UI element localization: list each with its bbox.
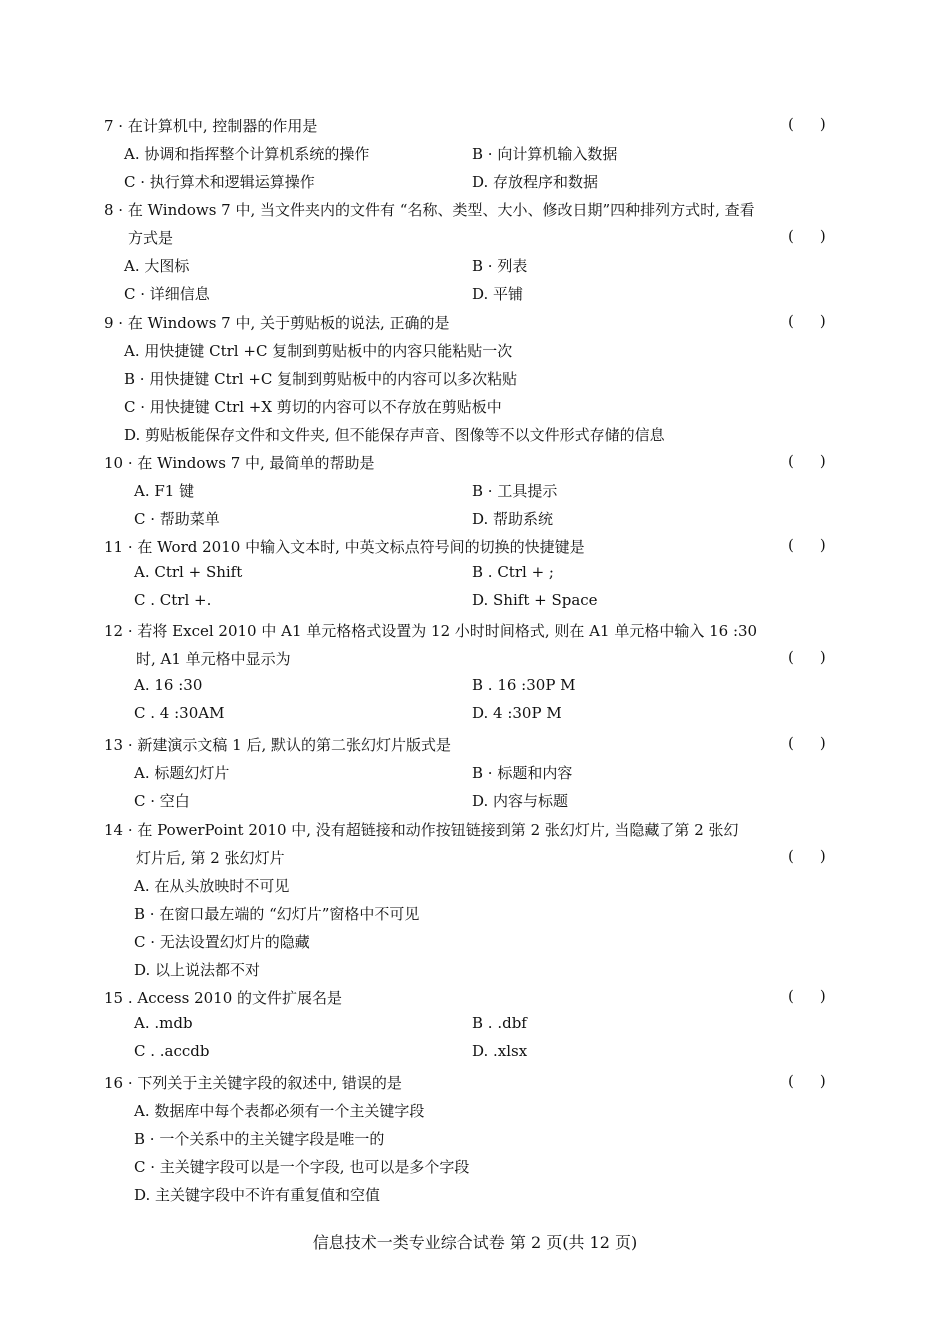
option-b: B . 16 :30P M [472,676,576,694]
option-d: D. Shift + Space [472,591,598,609]
question-text: 15 . Access 2010 的文件扩展名是 [104,989,343,1007]
question-text: 13 · 新建演示文稿 1 后, 默认的第二张幻灯片版式是 [104,736,452,754]
answer-bracket: ( ) [788,227,826,245]
option-b: B · 标题和内容 [472,764,573,782]
question-12 [104,621,757,641]
option-b: B · 一个关系中的主关键字段是唯一的 [134,1130,385,1148]
option-b: B · 用快捷键 Ctrl +C 复制到剪贴板中的内容可以多次粘贴 [124,370,518,388]
answer-bracket: ( ) [788,452,826,470]
question-8 [104,200,755,220]
question-10 [104,453,375,473]
question-text: 8 · 在 Windows 7 中, 当文件夹内的文件有 “名称、类型、大小、修改日期”四种排列方式时, 查看 [104,201,755,219]
option-b: B . Ctrl + ; [472,563,554,581]
answer-bracket: ( ) [788,536,826,554]
question-text: 12 · 若将 Excel 2010 中 A1 单元格格式设置为 12 小时时间格式, 则在 A1 单元格中输入 16 :30 [104,622,758,640]
question-text: 16 · 下列关于主关键字段的叙述中, 错误的是 [104,1074,402,1092]
question-9 [104,313,450,333]
question-7 [104,116,317,136]
option-a: A. Ctrl + Shift [134,563,243,581]
answer-bracket: ( ) [788,1072,826,1090]
option-a: A. 协调和指挥整个计算机系统的操作 [124,145,370,163]
option-a: A. 数据库中每个表都必须有一个主关键字段 [134,1102,425,1120]
option-a: A. F1 键 [134,482,195,500]
option-b: B · 在窗口最左端的 “幻灯片”窗格中不可见 [134,905,420,923]
option-c: C · 执行算术和逻辑运算操作 [124,173,315,191]
option-a: A. 16 :30 [134,676,203,694]
option-d: D. 存放程序和数据 [472,173,599,191]
question-text: 14 · 在 PowerPoint 2010 中, 没有超链接和动作按钮链接到第 2 张幻灯片, 当隐藏了第 2 张幻 [104,821,739,839]
option-c: C · 帮助菜单 [134,510,220,528]
question-text: 10 · 在 Windows 7 中, 最简单的帮助是 [104,454,375,472]
option-d: D. 帮助系统 [472,510,554,528]
answer-bracket: ( ) [788,312,826,330]
option-b: B · 工具提示 [472,482,558,500]
option-a: A. 大图标 [124,257,190,275]
question-11 [104,537,585,557]
option-c: C · 空白 [134,792,190,810]
question-12-continued: 时, A1 单元格中显示为 [136,650,291,668]
option-a: A. 用快捷键 Ctrl +C 复制到剪贴板中的内容只能粘贴一次 [124,342,513,360]
question-15 [104,988,342,1008]
option-b: B . .dbf [472,1014,527,1032]
option-d: D. .xlsx [472,1042,528,1060]
option-c: C · 详细信息 [124,285,210,303]
question-14-continued: 灯片后, 第 2 张幻灯片 [136,849,285,867]
option-c: C · 无法设置幻灯片的隐藏 [134,933,310,951]
option-b: B · 列表 [472,257,528,275]
page-footer: 信息技术一类专业综合试卷 第 2 页(共 12 页) [312,1233,638,1252]
question-14 [104,820,739,840]
answer-bracket: ( ) [788,987,826,1005]
option-d: D. 剪贴板能保存文件和文件夹, 但不能保存声音、图像等不以文件形式存储的信息 [124,426,665,444]
option-d: D. 以上说法都不对 [134,961,261,979]
option-d: D. 平铺 [472,285,524,303]
option-c: C . .accdb [134,1042,210,1060]
option-d: D. 内容与标题 [472,792,569,810]
answer-bracket: ( ) [788,648,826,666]
option-d: D. 主关键字段中不许有重复值和空值 [134,1186,381,1204]
option-a: A. .mdb [134,1014,193,1032]
option-a: A. 标题幻灯片 [134,764,230,782]
option-b: B · 向计算机输入数据 [472,145,618,163]
option-d: D. 4 :30P M [472,704,562,722]
question-text: 11 · 在 Word 2010 中输入文本时, 中英文标点符号间的切换的快捷键是 [104,538,585,556]
answer-bracket: ( ) [788,734,826,752]
answer-bracket: ( ) [788,115,826,133]
question-text: 9 · 在 Windows 7 中, 关于剪贴板的说法, 正确的是 [104,314,450,332]
option-c: C · 主关键字段可以是一个字段, 也可以是多个字段 [134,1158,470,1176]
option-c: C · 用快捷键 Ctrl +X 剪切的内容可以不存放在剪贴板中 [124,398,502,416]
question-16 [104,1073,402,1093]
option-a: A. 在从头放映时不可见 [134,877,290,895]
question-8-continued: 方式是 [128,229,174,247]
question-13 [104,735,451,755]
question-text: 7 · 在计算机中, 控制器的作用是 [104,117,318,135]
answer-bracket: ( ) [788,847,826,865]
option-c: C . 4 :30AM [134,704,225,722]
option-c: C . Ctrl +. [134,591,212,609]
